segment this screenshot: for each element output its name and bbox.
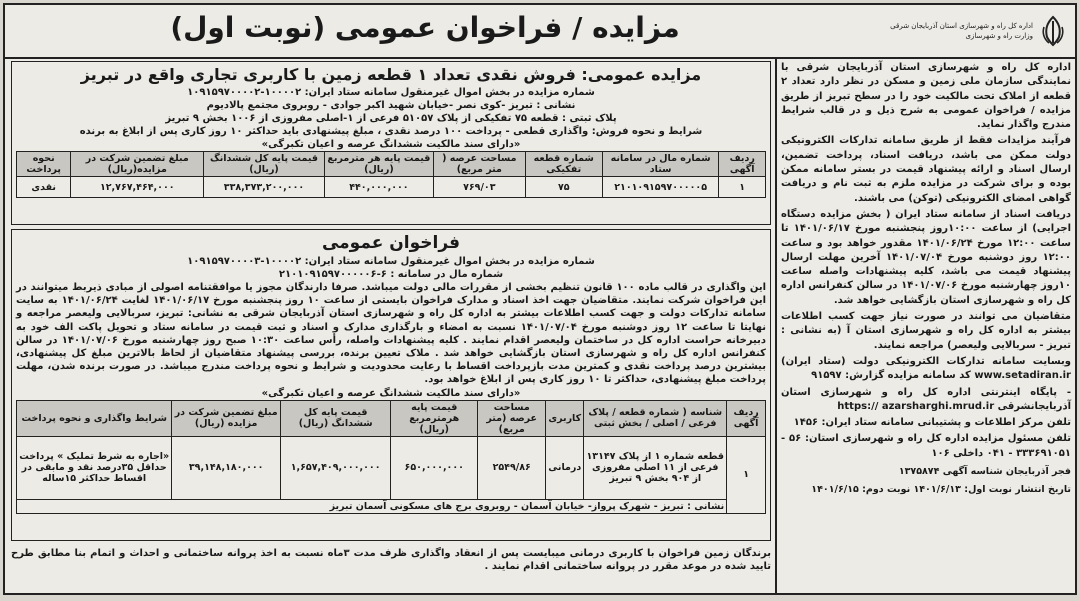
- contact-phone-line: تلفن مسئول مزایده اداره کل راه و شهرسازی استان: ۵۶ - ۳۳۳۶۹۱۰۵۱ - ۰۴۱ داخلی ۱۰۶: [781, 433, 1071, 459]
- call-deed: «دارای سند مالکیت ششدانگ عرصه و اعیان تکبرگی»: [261, 387, 521, 399]
- table-header-row: [17, 152, 766, 177]
- table-row: [17, 499, 766, 513]
- table-cell: ۱: [727, 436, 766, 513]
- table-header: شناسه ( شماره قطعه / پلاک فرعی / اصلی / بخش ثبتی: [584, 400, 727, 436]
- process-paragraph: فرآیند مزایدات فقط از طریق سامانه تدارکات الکترونیکی دولت ممکن می باشد، دریافت اسناد، پرداخت تضمین، ارسال اسناد و ارائه پیشنهاد قیمت در بستر سامانه ممکن بوده و برای شرکت در مزایده ملزم به ثبت نام و دریافت گواهی امضای الکترونیکی (توکن) می باشند.: [781, 135, 1071, 204]
- auction-plot: پلاک ثبتی : قطعه ۷۵ تفکیکی از پلاک ۵۱۰۵۷ فرعی از ۱-اصلی مفروزی از ۱۰۰۶ بخش ۹ تبریز: [165, 113, 617, 124]
- table-header: مساحت عرصه (متر مربع): [478, 400, 546, 436]
- schedule-paragraph: دریافت اسناد از سامانه ستاد ایران ( بخش مزایده دستگاه اجرایی) از ساعت ۱۰:۰۰روز پنجشنبه مورخ ۱۴۰۱/۰۶/۱۷ تا ساعت ۱۲:۰۰ مورخ ۱۴۰۱/۰۶/۲۴ مقدور خواهد بود و ساعت ۱۲:۰۰ روز دوشنبه مورخ ۱۴۰۱/۰۷/۰۴ آخرین مهلت ارسال پیشنهاد قیمت می باشد، کلیه پیشنهادات واصله ساعت ۱۰روز چهارشنبه مورخ ۱۴۰۱/۰۷/۰۶ در سالن کنفرانس اداره کل راه و شهرسازی استان بازگشایی خواهد شد.: [781, 208, 1071, 306]
- call-table: [16, 400, 766, 514]
- org-website-line: - پایگاه اینترنتی اداره کل راه و شهرسازی استان آذربایجانشرقی https:// azarsharghi.mrud.ir: [781, 386, 1071, 412]
- auction-address: نشانی : تبریز -کوی نصر -خیابان شهید اکبر جوادی - روبروی مجتمع پالادیوم: [206, 100, 576, 111]
- ministry-name: وزارت راه و شهرسازی: [965, 32, 1033, 40]
- support-phone-line: تلفن مرکز اطلاعات و پشتیبانی سامانه ستاد ایران: ۱۴۵۶: [793, 417, 1071, 429]
- table-header: ردیف آگهی: [719, 152, 766, 177]
- org-logo-block: [862, 11, 1067, 51]
- table-cell: ۳۹,۱۴۸,۱۸۰,۰۰۰: [172, 436, 280, 499]
- table-header: شماره مال در سامانه ستاد: [602, 152, 719, 177]
- ad-id-line: فجر آذربایجان شناسه آگهی ۱۳۷۵۸۷۴: [898, 466, 1071, 478]
- left-column: [11, 61, 771, 589]
- table-cell: ۱,۶۵۷,۴۰۹,۰۰۰,۰۰۰: [280, 436, 390, 499]
- call-item-number: شماره مال در سامانه : ۶-۲۱۰۱۰۹۱۵۹۷۰۰۰۰۰۶: [278, 269, 504, 280]
- table-header: قیمت پایه کل ششدانگ (ریال): [280, 400, 390, 436]
- org-name: اداره کل راه و شهرسازی استان آذربایجان شرقی: [890, 22, 1033, 30]
- table-cell: ۲۵۴۹/۸۶: [478, 436, 546, 499]
- table-header: ردیف آگهی: [727, 400, 766, 436]
- table-header: قیمت پایه کل ششدانگ (ریال): [204, 152, 325, 177]
- auction-number: شماره مزایده در بخش اموال غیرمنقول سامانه ستاد ایران: ۱۰۰۰۰۲-۱۰۹۱۵۹۷۰۰۰۰۲: [187, 87, 595, 98]
- auction-title: مزایده عمومی: فروش نقدی تعداد ۱ قطعه زمین با کاربری تجاری واقع در تبریز: [80, 65, 702, 84]
- intro-paragraph: اداره کل راه و شهرسازی استان آذربایجان شرقی با نمایندگی سازمان ملی زمین و مسکن در نظر دارد تعداد ۲ قطعه از املاک تحت مالکیت خود را در سطح تبریز از طریق مزایده / فراخوان عمومی به شرح ذیل و در قالب شرایط مندرج واگذار نماید.: [781, 62, 1071, 131]
- bottom-note: برندگان زمین فراخوان با کاربری درمانی میبایست پس از انعقاد واگذاری ظرف مدت ۳ماه نسبت به اخذ پروانه ساختمانی و احداث و اتمام بنا مطابق طرح تایید شده در موعد مقرر در پروانه ساختمانی اقدام نمایند .: [11, 548, 771, 572]
- auction-deed: «دارای سند مالکیت ششدانگ عرصه و اعیان تکبرگی»: [261, 139, 521, 150]
- publish-date-line: تاریخ انتشار نوبت اول: ۱۴۰۱/۶/۱۳ نوبت دوم: ۱۴۰۱/۶/۱۵: [811, 484, 1071, 496]
- right-column: [781, 61, 1071, 589]
- table-cell: ۱: [719, 177, 766, 198]
- table-cell: درمانی: [546, 436, 584, 499]
- page-title: مزایده / فراخوان عمومی (نوبت اول): [170, 11, 680, 44]
- table-header: مساحت عرصه ( متر مربع): [433, 152, 525, 177]
- table-header: مبلغ تضمین شرکت در مزایده (ریال): [172, 400, 280, 436]
- call-section: [11, 229, 771, 541]
- table-cell: ۶۵۰,۰۰۰,۰۰۰: [391, 436, 478, 499]
- address-cell: نشانی : تبریز - شهرک پرواز- خیابان آسمان - روبروی برج های مسکونی آسمان تبریز: [17, 499, 727, 513]
- call-paragraph: این واگذاری در قالب ماده ۱۰۰ قانون تنظیم بخشی از مقررات مالی دولت میباشد. صرفا دارندگان مجوز یا موافقتنامه اصولی از مبادی ذیربط میتوانند در این فراخوان شرکت نمایند. متقاضیان جهت اخذ اسناد و مدارک فراخوان بایستی از ساعت ۱۰ روز پنجشنبه مورخ ۱۴۰۱/۰۶/۱۷ لغایت ۱۴۰۱/۰۶/۲۴ به سایت سامانه تدارکات دولت و جهت کسب اطلاعات بیشتر به اداره کل راه و شهرسازی استان آذربایجان شرقی به نشانی: تبریز، سربالایی ولیعصر مراجعه و نهایتا تا ساعت ۱۲ روز دوشنبه مورخ ۱۴۰۱/۰۷/۰۴ نسبت به امضاء و بارگذاری مدارک و اسناد و ثبت قیمت در سامانه ستاد و تحویل پاکت الف خود به دبیرخانه حراست اداره کل در ساختمان ولیعصر اقدام نمایند . کلیه پیشنهادات واصله، رأس ساعت ۱۰:۳۰ صبح روز چهارشنبه مورخ ۱۴۰۱/۰۷/۰۶ در سالن کنفرانس اداره کل راه و شهرسازی استان بازگشایی خواهد شد . ملاک تعیین برنده، بررسی پیشنهاد متقاضیان از لحاظ بالاترین مبلغ کل پیشنهادی، بیشترین درصد پرداخت نقدی و کمترین مدت بازپرداخت اقساط با رعایت محدودیت و شرایط و نحوه پرداخت مندرج میباشد. در صورت برنده شدن، مهلت پرداخت مبلغ پیشنهادی، حداکثر تا ۱۰ روز کاری پس از ابلاغ خواهد بود.: [16, 282, 767, 386]
- table-header: شرایط واگذاری و نحوه پرداخت: [17, 400, 172, 436]
- iran-emblem-icon: [1039, 15, 1067, 47]
- table-header: قیمت پایه هر مترمربع (ریال): [324, 152, 433, 177]
- call-number: شماره مزایده در بخش اموال غیرمنقول سامانه ستاد ایران: ۱۰۰۰۰۲-۱۰۹۱۵۹۷۰۰۰۰۳: [187, 256, 595, 267]
- table-cell: ۷۵: [525, 177, 602, 198]
- header: [5, 5, 1075, 59]
- table-cell: ۳۳۸,۳۷۳,۲۰۰,۰۰۰: [204, 177, 325, 198]
- auction-terms: شرایط و نحوه فروش: واگذاری قطعی - پرداخت ۱۰۰ درصد نقدی ، مبلغ پیشنهادی باید حداکثر ۱۰ روز کاری پس از ابلاغ به برنده: [79, 126, 703, 137]
- table-header: کاربری: [546, 400, 584, 436]
- table-header: نحوه پرداخت: [17, 152, 71, 177]
- table-cell: ۴۴۰,۰۰۰,۰۰۰: [324, 177, 433, 198]
- table-header-row: [17, 400, 766, 436]
- column-divider: [775, 57, 777, 593]
- table-cell: «اجاره به شرط تملیک » پرداخت حداقل ۳۵درصد نقد و مابقی در اقساط حداکثر ۱۵ساله: [17, 436, 172, 499]
- table-header: مبلغ تضمین شرکت در مزایده(ریال): [71, 152, 204, 177]
- table-header: قیمت پایه هرمترمربع (ریال): [391, 400, 478, 436]
- setad-website-line: وبسایت سامانه تدارکات الکترونیکی دولت (ستاد ایران) www.setadiran.ir کد سامانه مزایده گزارش: ۹۱۵۹۷: [781, 355, 1071, 382]
- auction-section: [11, 61, 771, 225]
- advertisement-page: [3, 3, 1077, 595]
- auction-table: [16, 151, 766, 198]
- table-cell: قطعه شماره ۱ از پلاک ۱۳۱۴۷ فرعی از ۱۱ اصلی مفروزی از ۹۰۴ بخش ۹ تبریز: [584, 436, 727, 499]
- table-row: [17, 436, 766, 499]
- table-row: [17, 177, 766, 198]
- table-cell: نقدی: [17, 177, 71, 198]
- table-cell: ۲۱۰۱۰۹۱۵۹۷۰۰۰۰۰۵: [602, 177, 719, 198]
- info-paragraph: متقاضیان می توانند در صورت نیاز جهت کسب اطلاعات بیشتر به اداره کل راه و شهرسازی استان آ (به نشانی : تبریز - سربالایی ولیعصر) مراجعه نمایند.: [781, 311, 1071, 351]
- table-cell: ۷۶۹/۰۳: [433, 177, 525, 198]
- call-title: فراخوان عمومی: [321, 233, 461, 253]
- table-header: شماره قطعه تفکیکی: [525, 152, 602, 177]
- table-cell: ۱۲,۷۶۷,۴۶۴,۰۰۰: [71, 177, 204, 198]
